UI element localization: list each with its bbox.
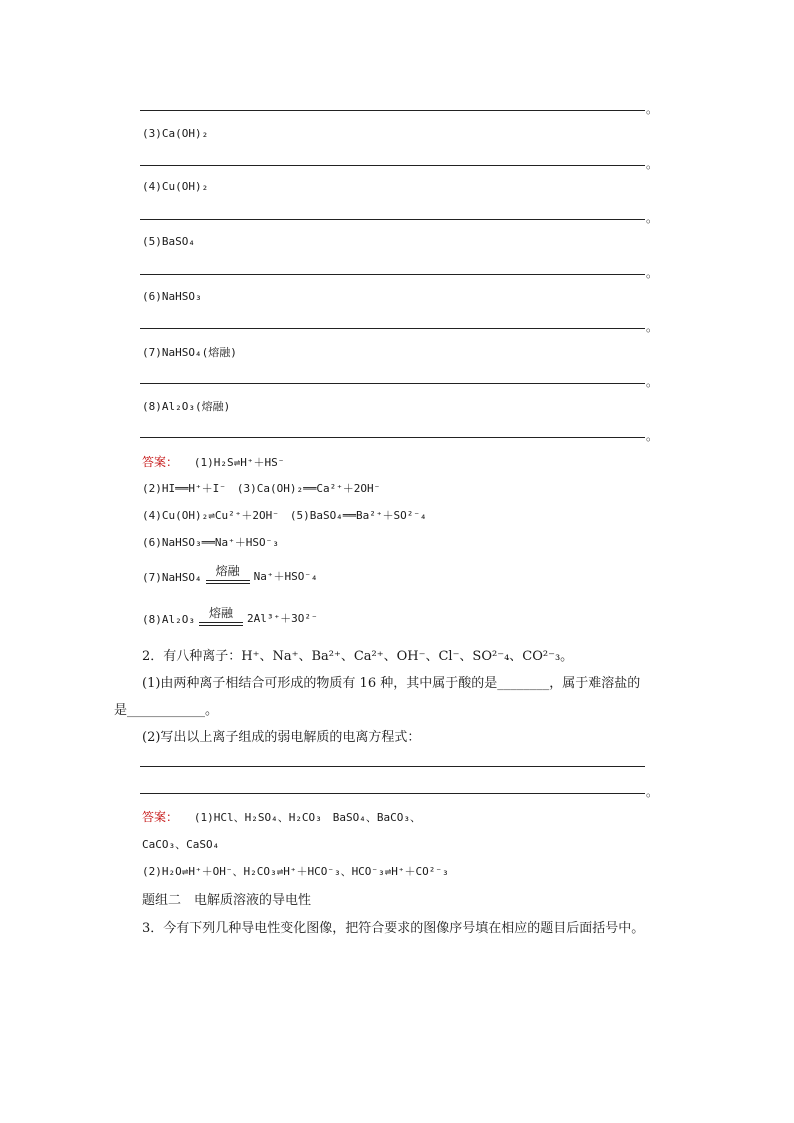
q1-item-6: (6)NaHSO₃: [142, 290, 202, 303]
answer-line-2[interactable]: [140, 110, 645, 111]
answer2-text-1: (1)HCl、H₂SO₄、H₂CO₃ BaSO₄、BaCO₃、: [193, 811, 422, 824]
answer1-text-6-right: 2Al³⁺＋3O²⁻: [246, 612, 318, 625]
q2-part1-a: (1)由两种离子相结合可形成的物质有 16 种，其中属于酸的是________，属于难溶盐的: [142, 676, 641, 691]
period: 。: [646, 157, 659, 171]
answer-line-3[interactable]: [140, 165, 645, 166]
answer-line-6[interactable]: [140, 328, 645, 329]
equals-bar: [206, 583, 250, 584]
answer-line-8[interactable]: [140, 437, 645, 438]
answer-line-7[interactable]: [140, 383, 645, 384]
answer-label: 答案：: [142, 810, 179, 824]
answer-line-4[interactable]: [140, 219, 645, 220]
answer1-line6: [142, 600, 318, 626]
q1-item-4: (4)Cu(OH)₂: [142, 180, 209, 193]
condition-label: 熔融: [215, 564, 240, 578]
equals-bar: [199, 622, 243, 623]
answer2-text-2: CaCO₃、CaSO₄: [142, 838, 220, 851]
period: 。: [646, 211, 659, 225]
q1-item-3: (3)Ca(OH)₂: [142, 127, 209, 140]
q2-answer-line-1[interactable]: [140, 766, 645, 767]
answer2-text-3: (2)H₂O⇌H⁺＋OH⁻、H₂CO₃⇌H⁺＋HCO⁻₃、HCO⁻₃⇌H⁺＋CO²⁻₃: [142, 865, 449, 878]
answer-label: 答案：: [142, 455, 179, 469]
q1-item-8: (8)Al₂O₃(熔融): [142, 400, 231, 413]
answer1-text-1: (1)H₂S⇌H⁺＋HS⁻: [193, 456, 285, 469]
answer1-text-5-left: (7)NaHSO₄: [142, 571, 202, 584]
q1-item-7: (7)NaHSO₄(熔融): [142, 346, 237, 359]
answer1-text-6-left: (8)Al₂O₃: [142, 613, 195, 626]
molten-condition: [199, 606, 243, 626]
period: 。: [646, 429, 659, 443]
q2-answer-line-2[interactable]: [140, 793, 645, 794]
molten-condition: [206, 564, 250, 584]
q2-part2: (2)写出以上离子组成的弱电解质的电离方程式：: [142, 730, 421, 745]
period: 。: [646, 102, 659, 116]
period: 。: [646, 785, 659, 799]
answer1-text-5-right: Na⁺＋HSO⁻₄: [253, 570, 318, 583]
equals-bar: [206, 580, 250, 581]
answer-line-5[interactable]: [140, 274, 645, 275]
answer1-text-3: (4)Cu(OH)₂⇌Cu²⁺＋2OH⁻ (5)BaSO₄══Ba²⁺＋SO²⁻₄: [142, 509, 427, 522]
condition-label: 熔融: [208, 606, 233, 620]
answer1-text-2: (2)HI══H⁺＋I⁻ (3)Ca(OH)₂══Ca²⁺＋2OH⁻: [142, 482, 381, 495]
answer1-line1: [142, 453, 284, 470]
period: 。: [646, 266, 659, 280]
period: 。: [646, 320, 659, 334]
answer1-line5: [142, 558, 318, 584]
equals-bar: [199, 625, 243, 626]
q3-stem: 3．今有下列几种导电性变化图像，把符合要求的图像序号填在相应的题目后面括号中。: [142, 921, 645, 936]
answer1-text-4: (6)NaHSO₃══Na⁺＋HSO⁻₃: [142, 536, 279, 549]
answer2-line1: [142, 808, 421, 825]
group2-title: 题组二 电解质溶液的导电性: [142, 893, 312, 908]
q2-stem: 2．有八种离子：H⁺、Na⁺、Ba²⁺、Ca²⁺、OH⁻、Cl⁻、SO²⁻₄、CO²⁻₃。: [142, 649, 574, 664]
period: 。: [646, 375, 659, 389]
q1-item-5: (5)BaSO₄: [142, 235, 195, 248]
q2-part1-b: 是____________。: [114, 703, 219, 718]
